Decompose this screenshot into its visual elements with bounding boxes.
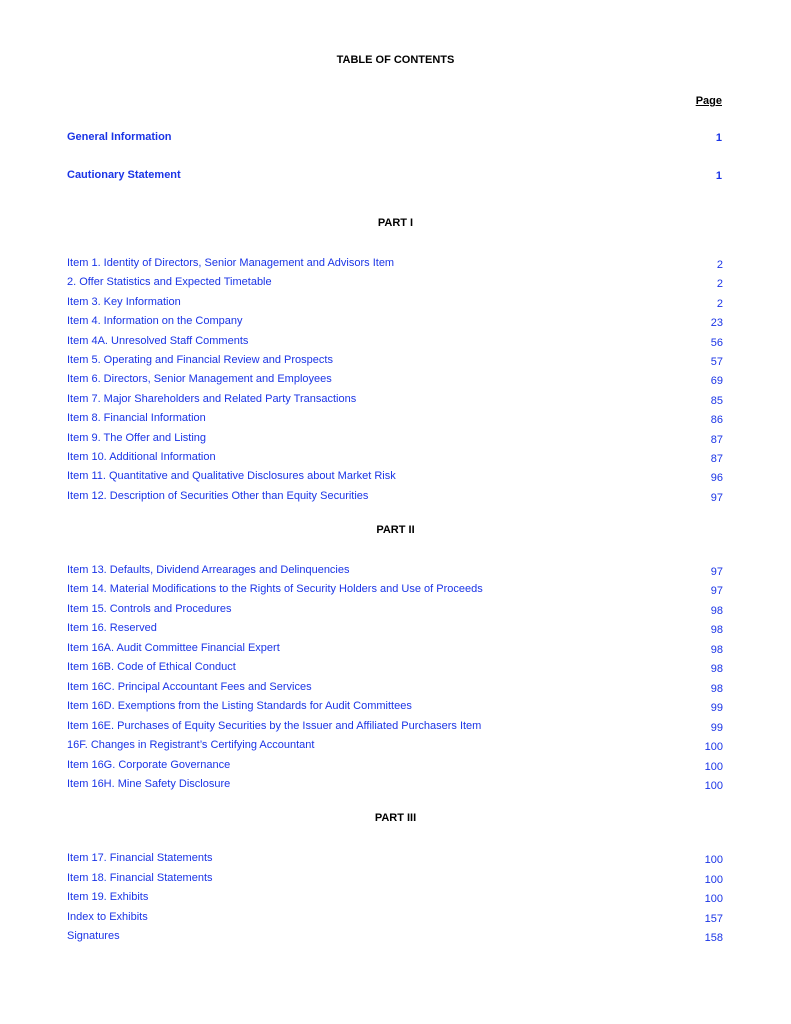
toc-link[interactable]: Item 13. Defaults, Dividend Arrearages and Delinquencies (67, 564, 350, 576)
toc-link[interactable]: Item 18. Financial Statements (67, 871, 213, 884)
toc-link[interactable]: Item 15. Controls and Procedures (67, 602, 232, 615)
part-heading: PART II (376, 524, 415, 536)
toc-page-number: 57 (710, 356, 723, 368)
toc-link[interactable]: Item 5. Operating and Financial Review and Prospects (67, 354, 333, 366)
toc-page-number: 99 (710, 721, 723, 734)
toc-page-number: 96 (710, 472, 723, 485)
toc-row[interactable] (67, 759, 723, 777)
toc-link[interactable]: Item 16C. Principal Accountant Fees and Services (67, 680, 312, 693)
toc-link[interactable]: Item 16D. Exemptions from the Listing Standards for Audit Committees (67, 700, 412, 713)
toc-link[interactable]: Item 4A. Unresolved Staff Comments (67, 334, 249, 347)
toc-page-number: 56 (710, 336, 723, 349)
toc-page-number: 2 (716, 278, 723, 291)
toc-row[interactable] (67, 470, 723, 488)
toc-row[interactable] (67, 315, 723, 333)
part-heading: PART I (377, 217, 414, 229)
toc-row[interactable] (67, 276, 723, 294)
toc-page-number: 85 (710, 394, 723, 407)
toc-row[interactable] (67, 778, 723, 796)
toc-link[interactable]: Item 16G. Corporate Governance (67, 758, 231, 771)
toc-row[interactable] (67, 393, 723, 411)
part-heading: PART III (374, 812, 417, 824)
toc-link[interactable]: Item 7. Major Shareholders and Related Party Transactions (67, 392, 357, 405)
toc-row[interactable] (67, 412, 723, 430)
toc-link[interactable]: Item 4. Information on the Company (67, 315, 243, 328)
toc-page-number: 100 (704, 854, 723, 866)
toc-page-number: 69 (710, 375, 723, 388)
toc-row[interactable] (67, 622, 723, 640)
toc-link[interactable]: Item 16A. Audit Committee Financial Expert (67, 641, 280, 654)
toc-row[interactable] (67, 891, 723, 909)
toc-page-number: 98 (710, 643, 723, 656)
toc-link[interactable]: Index to Exhibits (67, 910, 148, 923)
toc-page-number: 87 (710, 453, 723, 465)
toc-row[interactable] (67, 642, 723, 660)
toc-page-number: 97 (710, 566, 723, 578)
toc-page-number: 98 (710, 604, 723, 617)
toc-row[interactable] (67, 911, 723, 929)
toc-row[interactable] (67, 930, 723, 948)
toc-row[interactable] (67, 335, 723, 353)
toc-page-number: 100 (704, 741, 723, 754)
toc-row[interactable] (67, 720, 723, 738)
toc-row[interactable] (67, 296, 723, 314)
toc-row[interactable] (67, 681, 723, 699)
toc-link[interactable]: Item 1. Identity of Directors, Senior Management and Advisors Item (67, 257, 395, 269)
toc-page-number: 98 (710, 682, 723, 695)
toc-page-number: 23 (710, 317, 723, 330)
toc-link[interactable]: Signatures (67, 930, 120, 942)
toc-page-number: 2 (716, 259, 723, 271)
toc-page-number: 100 (704, 760, 723, 773)
toc-row[interactable] (67, 354, 723, 372)
toc-page-number: 158 (704, 932, 723, 944)
toc-row[interactable] (67, 700, 723, 718)
toc-page-number: 98 (710, 663, 723, 676)
toc-link[interactable]: Item 14. Material Modifications to the Rights of Security Holders and Use of Proceeds (67, 583, 483, 596)
toc-page-number: 97 (710, 491, 723, 504)
page-column-header: Page (695, 95, 722, 107)
toc-row[interactable] (67, 257, 723, 275)
toc-link[interactable]: Item 17. Financial Statements (67, 852, 213, 864)
toc-link[interactable]: Item 11. Quantitative and Qualitative Disclosures about Market Risk (67, 470, 396, 483)
toc-row[interactable] (67, 451, 723, 469)
toc-row[interactable] (67, 564, 723, 582)
toc-link[interactable]: 2. Offer Statistics and Expected Timetable (67, 276, 272, 289)
toc-page-number: 99 (710, 702, 723, 715)
toc-row[interactable] (67, 603, 723, 621)
toc-link[interactable]: Item 6. Directors, Senior Management and Employees (67, 373, 332, 386)
toc-row[interactable] (67, 739, 723, 757)
toc-page-number: 100 (704, 873, 723, 886)
toc-page-number: 1 (715, 132, 722, 144)
toc-link[interactable]: Item 16. Reserved (67, 622, 157, 635)
toc-page-number: 87 (710, 433, 723, 446)
toc-link[interactable]: Item 8. Financial Information (67, 412, 206, 425)
toc-page-number: 1 (715, 170, 722, 182)
toc-row[interactable] (67, 661, 723, 679)
toc-link[interactable]: Item 16H. Mine Safety Disclosure (67, 777, 231, 790)
toc-link[interactable]: Item 19. Exhibits (67, 891, 149, 903)
toc-link[interactable]: Item 3. Key Information (67, 295, 181, 308)
toc-row[interactable] (67, 583, 723, 601)
toc-link[interactable]: Item 12. Description of Securities Other than Equity Securities (67, 489, 369, 502)
toc-page-number: 100 (704, 893, 723, 905)
toc-row[interactable] (67, 373, 723, 391)
toc-link[interactable]: Item 9. The Offer and Listing (67, 431, 207, 444)
toc-link[interactable]: Item 16E. Purchases of Equity Securities by the Issuer and Affiliated Purchasers Item (67, 719, 482, 732)
toc-link-cautionary-statement[interactable]: Cautionary Statement (67, 169, 181, 181)
toc-row[interactable] (67, 432, 723, 450)
toc-page-number: 157 (704, 912, 723, 925)
toc-page-number: 86 (710, 414, 723, 427)
toc-link[interactable]: 16F. Changes in Registrant’s Certifying Accountant (67, 739, 315, 752)
toc-row[interactable] (67, 852, 723, 870)
toc-link[interactable]: Item 16B. Code of Ethical Conduct (67, 661, 236, 674)
toc-link-general-information[interactable]: General Information (67, 131, 172, 143)
toc-row[interactable] (67, 872, 723, 890)
toc-page-number: 2 (716, 297, 723, 310)
toc-page-number: 97 (710, 585, 723, 598)
toc-title: TABLE OF CONTENTS (336, 54, 455, 66)
toc-page-number: 100 (704, 779, 723, 792)
toc-link[interactable]: Item 10. Additional Information (67, 451, 216, 463)
toc-page-number: 98 (710, 624, 723, 637)
toc-row[interactable] (67, 490, 723, 508)
